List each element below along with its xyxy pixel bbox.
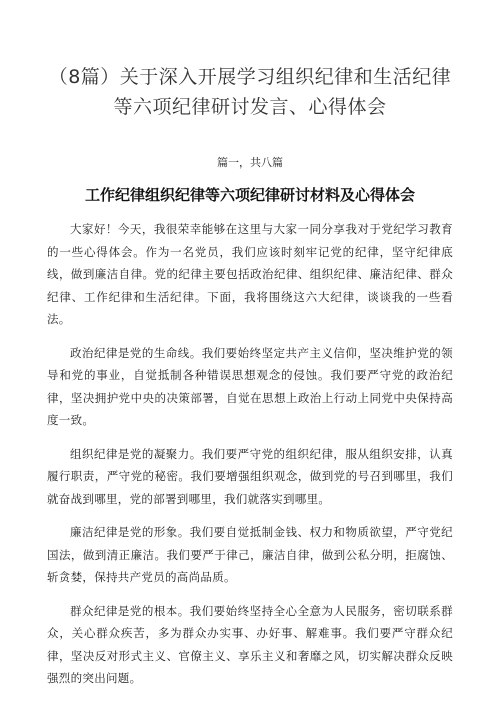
paragraph-intro: 大家好！今天，我很荣幸能够在这里与大家一同分享我对于党纪学习教育的一些心得体会。作为一名党员，我们应该时刻牢记党的纪律，坚守纪律底线，做到廉洁自律。党的纪律主要包括政治纪律、组织纪律、廉洁纪律、群众纪律、工作纪律和生活纪律。下面，我将围绕这六大纪律，谈谈我的一些看法。 [47,222,453,326]
document-body [47,218,453,701]
paragraph-organizational-discipline: 组织纪律是党的凝聚力。我们要严守党的组织纪律，服从组织安排，认真履行职责，严守党的秘密。我们要增强组织观念，做到党的号召到哪里，我们就奋战到哪里，党的部署到哪里，我们就落实到哪里。 [47,446,453,506]
paragraph-political-discipline: 政治纪律是党的生命线。我们要始终坚定共产主义信仰，坚决维护党的领导和党的事业，自觉抵制各种错误思想观念的侵蚀。我们要严守党的政治纪律，坚决拥护党中央的决策部署，自觉在思想上政治上行动上同党中央保持高度一致。 [47,345,453,427]
paragraph-mass-discipline: 群众纪律是党的根本。我们要始终坚持全心全意为人民服务，密切联系群众，关心群众疾苦，多为群众办实事、办好事、解难事。我们要严守群众纪律，坚决反对形式主义、官僚主义、享乐主义和奢靡之风，切实解决群众反映强烈的突出问题。 [47,603,453,685]
section-heading: 工作纪律组织纪律等六项纪律研讨材料及心得体会 [84,186,415,204]
document-title: （8篇）关于深入开展学习组织纪律和生活纪律等六项纪律研讨发言、心得体会 [48,66,452,118]
paragraph-integrity-discipline: 廉洁纪律是党的形象。我们要自觉抵制金钱、权力和物质欲望，严守党纪国法，做到清正廉洁。我们要严于律己，廉洁自律，做到公私分明，拒腐蚀、斩贪婪，保持共产党员的高尚品质。 [47,525,453,584]
part-label: 篇一，共八篇 [217,156,283,169]
